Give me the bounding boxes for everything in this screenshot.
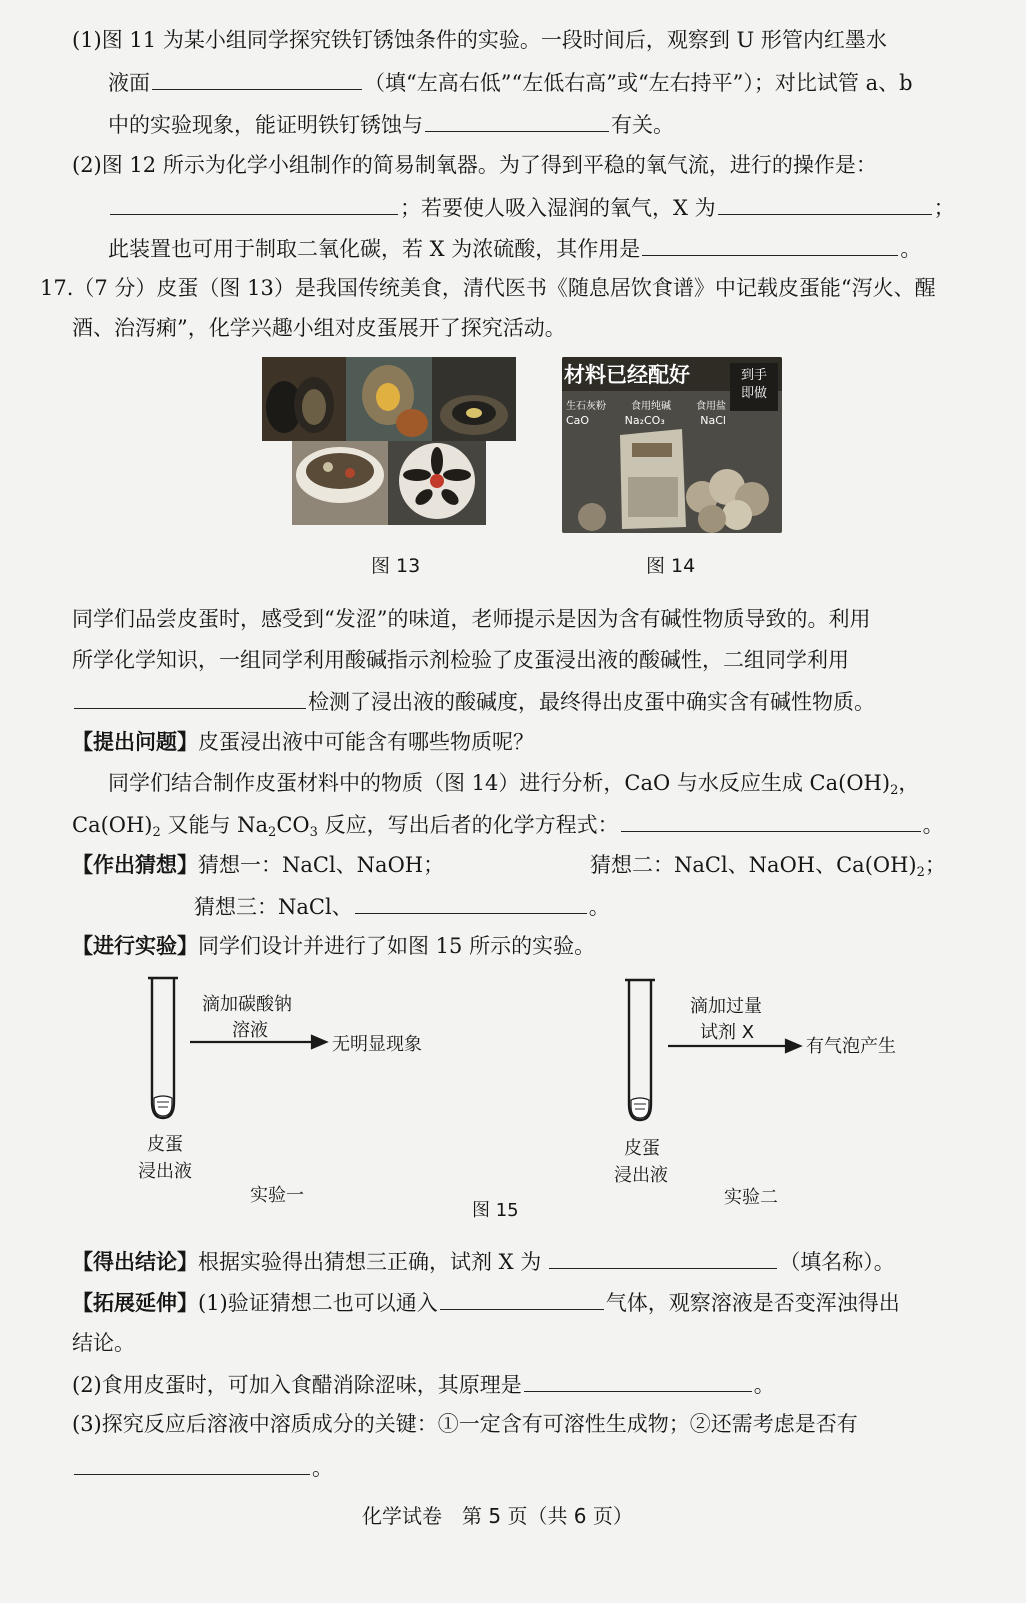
exp2-reagent-label-2: 试剂 X <box>700 1022 755 1043</box>
answer-blank[interactable] <box>549 1246 777 1269</box>
q16-part1-line1: (1)图 11 为某小组同学探究铁钉锈蚀条件的实验。一段时间后，观察到 U 形管内红墨水 <box>72 28 887 52</box>
ingredient-list: 生石灰粉 食用纯碱 食用盐 CaO Na₂CO₃ NaCl <box>566 401 726 427</box>
answer-blank[interactable] <box>718 192 932 215</box>
figure-15-caption: 图 15 <box>472 1200 519 1221</box>
answer-blank[interactable] <box>621 809 921 832</box>
q17-intro-line1: 17.（7 分）皮蛋（图 13）是我国传统美食，清代医书《随息居饮食谱》中记载皮蛋能“泻火、醒 <box>40 276 936 300</box>
figure-13-caption: 图 13 <box>371 555 421 577</box>
exp2-result: 有气泡产生 <box>806 1036 896 1057</box>
figure-14-photo <box>562 357 782 533</box>
guess-line1: 【作出猜想】猜想一：NaCl、NaOH； <box>72 852 445 877</box>
guess-3: 猜想三：NaCl、 。 <box>194 891 610 922</box>
extension-line1: 【拓展延伸】(1)验证猜想二也可以通入 气体，观察溶液是否变浑浊得出 <box>72 1287 900 1318</box>
taste-line2: 所学化学知识，一组同学利用酸碱指示剂检验了皮蛋浸出液的酸碱性，二组同学利用 <box>72 648 849 672</box>
answer-blank[interactable] <box>152 67 362 90</box>
page-footer: 化学试卷 第 5 页（共 6 页） <box>362 1504 633 1528</box>
exp1-result: 无明显现象 <box>332 1034 422 1055</box>
raise-question: 【提出问题】皮蛋浸出液中可能含有哪些物质呢？ <box>72 729 534 754</box>
exp1-name: 实验一 <box>250 1185 304 1206</box>
figure-14-caption: 图 14 <box>646 555 696 577</box>
exp1-tube-label: 皮蛋 <box>147 1134 183 1155</box>
taste-line3: 检测了浸出液的酸碱度，最终得出皮蛋中确实含有碱性物质。 <box>72 686 875 717</box>
extension-line5: 。 <box>72 1452 333 1483</box>
q16-part1-line2: 液面 （填“左高右低”“左低右高”或“左右持平”）；对比试管 a、b <box>108 67 913 98</box>
analysis-line2: $Ca(OH)_2$ 又能与 $Na_2CO_3$ 反应，写出后者的化学方程式： 。 <box>72 809 944 848</box>
extension-line4: (3)探究反应后溶液中溶质成分的关键：①一定含有可溶性生成物；②还需考虑是否有 <box>72 1412 858 1436</box>
exp1-reagent-label: 滴加碳酸钠 <box>202 994 292 1015</box>
exp2-reagent-label: 滴加过量 <box>690 996 762 1017</box>
answer-blank[interactable] <box>524 1369 752 1392</box>
answer-blank[interactable] <box>642 233 898 256</box>
exp2-tube-label-2: 浸出液 <box>614 1165 668 1186</box>
guess-2: 猜想二：NaCl、NaOH、$Ca(OH)_2$； <box>590 853 946 880</box>
extension-line2: 结论。 <box>72 1331 135 1355</box>
experiment-line: 【进行实验】同学们设计并进行了如图 15 所示的实验。 <box>72 933 596 958</box>
figure-13-photo <box>262 357 516 525</box>
conclusion-line: 【得出结论】根据实验得出猜想三正确，试剂 X 为 （填名称）。 <box>72 1246 895 1277</box>
century-egg-photo-collage <box>262 357 516 525</box>
answer-blank[interactable] <box>74 686 306 709</box>
q16-part1-line3: 中的实验现象，能证明铁钉锈蚀与 有关。 <box>108 109 674 140</box>
product-banner: 材料已经配好 <box>564 363 690 387</box>
q16-part2-line3: 此装置也可用于制取二氧化碳，若 X 为浓硫酸，其作用是 。 <box>108 233 921 264</box>
answer-blank[interactable] <box>440 1287 604 1310</box>
q16-part2-line1: (2)图 12 所示为化学小组制作的简易制氧器。为了得到平稳的氧气流，进行的操作是： <box>72 153 877 177</box>
exp2-tube-label: 皮蛋 <box>624 1138 660 1159</box>
exp1-reagent-label-2: 溶液 <box>232 1020 268 1041</box>
q17-intro-line2: 酒、治泻痢”，化学兴趣小组对皮蛋展开了探究活动。 <box>72 316 566 340</box>
ready-badge: 到手 即做 <box>730 363 778 411</box>
answer-blank[interactable] <box>74 1452 310 1475</box>
taste-line1: 同学们品尝皮蛋时，感受到“发涩”的味道，老师提示是因为含有碱性物质导致的。利用 <box>72 607 871 631</box>
exp1-tube-label-2: 浸出液 <box>138 1161 192 1182</box>
answer-blank[interactable] <box>355 891 587 914</box>
product-bag-and-eggs <box>562 357 782 533</box>
analysis-line1: 同学们结合制作皮蛋材料中的物质（图 14）进行分析，CaO 与水反应生成 $Ca(OH)_2$， <box>108 771 920 798</box>
answer-blank[interactable] <box>425 109 609 132</box>
q16-part2-line2: ；若要使人吸入湿润的氧气，X 为 ； <box>108 192 955 223</box>
answer-blank[interactable] <box>110 192 398 215</box>
extension-line3: (2)食用皮蛋时，可加入食醋消除涩味，其原理是 。 <box>72 1369 775 1400</box>
exp2-name: 实验二 <box>724 1187 778 1208</box>
